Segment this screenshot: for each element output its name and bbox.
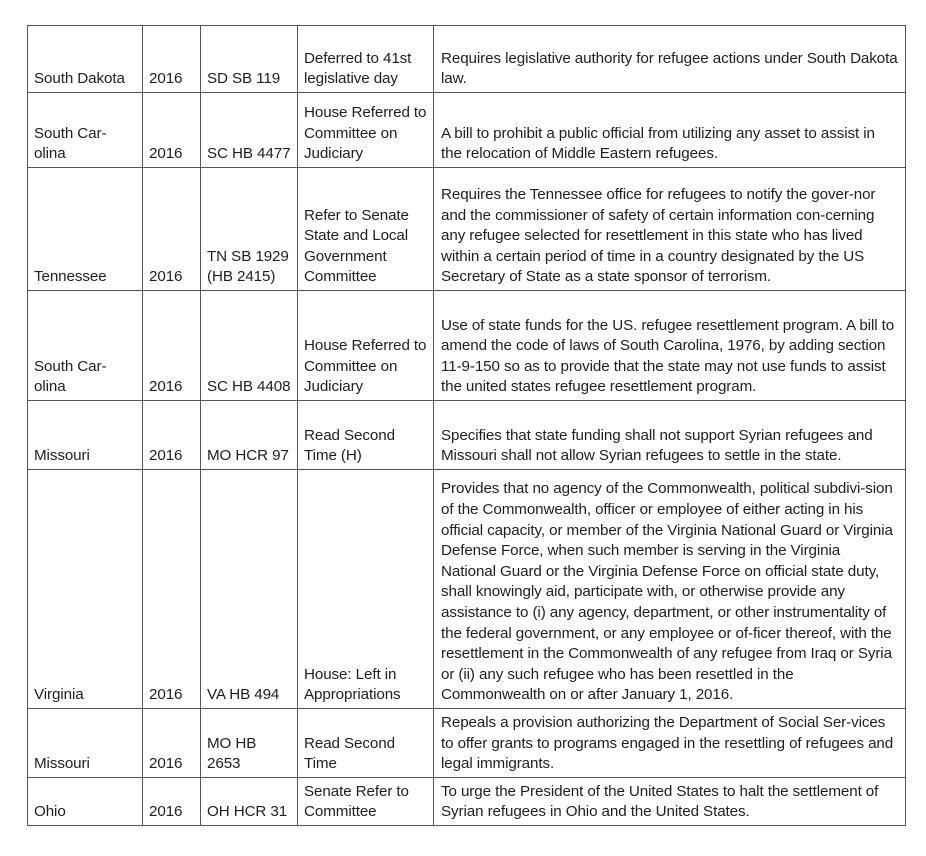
description-cell: Repeals a provision authorizing the Department of Social Ser-vices to offer grants to programs engaged in the resettling of refugees and legal immigrants. [434, 709, 906, 778]
bill-cell: SC HB 4408 [201, 291, 298, 401]
bill-cell: MO HCR 97 [201, 401, 298, 470]
bill-cell: MO HB 2653 [201, 709, 298, 778]
table-row [28, 778, 906, 826]
bill-cell: OH HCR 31 [201, 778, 298, 826]
description-cell: Use of state funds for the US. refugee resettlement program. A bill to amend the code of laws of South Carolina, 1976, by adding section 11-9-150 so as to provide that the state may not use funds to assist the united states refugee resettlement program. [434, 291, 906, 401]
bill-cell: VA HB 494 [201, 470, 298, 709]
bill-cell: TN SB 1929 (HB 2415) [201, 168, 298, 291]
table-row [28, 168, 906, 291]
table-body [28, 26, 906, 826]
status-cell: House: Left in Appropriations [298, 470, 434, 709]
status-cell: Read Second Time (H) [298, 401, 434, 470]
state-cell: Missouri [28, 709, 143, 778]
status-cell: Read Second Time [298, 709, 434, 778]
year-cell: 2016 [143, 778, 201, 826]
bill-cell: SC HB 4477 [201, 93, 298, 168]
state-cell: Missouri [28, 401, 143, 470]
state-cell: South Car-olina [28, 93, 143, 168]
status-cell: House Referred to Committee on Judiciary [298, 93, 434, 168]
bill-cell: SD SB 119 [201, 26, 298, 93]
description-cell: Provides that no agency of the Commonwealth, political subdivi-sion of the Commonwealth, officer or employee of either acting in his official capacity, or member of the Virginia National Guard or Virginia Defense Force, when such member is serving in the Virginia National Guard or the Virginia Defense Force on official state duty, shall knowingly aid, participate with, or otherwise provide any assistance to (i) any agency, department, or other instrumentality of the federal government, or any employee or of-ficer thereof, with the resettlement in the Commonwealth of any refugee from Iraq or Syria or (ii) any such refugee who has been resettled in the Commonwealth on or after January 1, 2016. [434, 470, 906, 709]
status-cell: Deferred to 41st legislative day [298, 26, 434, 93]
description-cell: Requires the Tennessee office for refugees to notify the gover-nor and the commissioner of safety of certain information con-cerning any refugee selected for resettlement in this state who has lived within a certain period of time in a country designated by the US Secretary of State as a state sponsor of terrorism. [434, 168, 906, 291]
state-cell: South Dakota [28, 26, 143, 93]
table-row [28, 470, 906, 709]
year-cell: 2016 [143, 26, 201, 93]
year-cell: 2016 [143, 401, 201, 470]
table-row [28, 709, 906, 778]
table-row [28, 291, 906, 401]
table-row [28, 26, 906, 93]
description-cell: A bill to prohibit a public official from utilizing any asset to assist in the relocation of Middle Eastern refugees. [434, 93, 906, 168]
year-cell: 2016 [143, 470, 201, 709]
state-cell: Tennessee [28, 168, 143, 291]
state-cell: Ohio [28, 778, 143, 826]
state-cell: South Car-olina [28, 291, 143, 401]
year-cell: 2016 [143, 168, 201, 291]
table-row [28, 401, 906, 470]
refugee-legislation-table [27, 25, 906, 826]
description-cell: Specifies that state funding shall not support Syrian refugees and Missouri shall not allow Syrian refugees to settle in the state. [434, 401, 906, 470]
legislation-table-container [27, 25, 906, 826]
status-cell: House Referred to Committee on Judiciary [298, 291, 434, 401]
state-cell: Virginia [28, 470, 143, 709]
status-cell: Refer to Senate State and Local Government Committee [298, 168, 434, 291]
year-cell: 2016 [143, 709, 201, 778]
description-cell: Requires legislative authority for refugee actions under South Dakota law. [434, 26, 906, 93]
year-cell: 2016 [143, 291, 201, 401]
table-row [28, 93, 906, 168]
status-cell: Senate Refer to Committee [298, 778, 434, 826]
description-cell: To urge the President of the United States to halt the settlement of Syrian refugees in Ohio and the United States. [434, 778, 906, 826]
year-cell: 2016 [143, 93, 201, 168]
